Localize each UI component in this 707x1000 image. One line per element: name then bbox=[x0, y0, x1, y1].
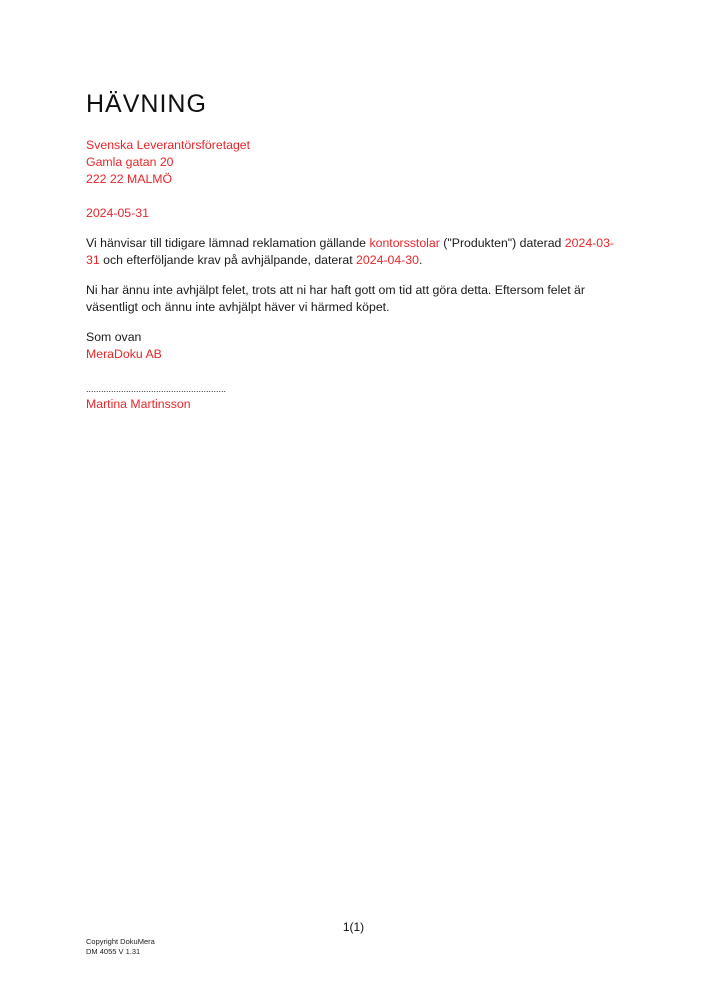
product-name: kontorsstolar bbox=[369, 236, 440, 250]
closing-greeting: Som ovan bbox=[86, 330, 142, 344]
paragraph-termination: Ni har ännu inte avhjälpt felet, trots att ni har haft gott om tid att göra detta. Eftersom felet är väsentligt och ännu inte avhjälpt häver vi härmed köpet. bbox=[86, 283, 585, 314]
paragraph-text: och efterföljande krav på avhjälpande, daterat bbox=[99, 253, 357, 267]
document-body bbox=[86, 88, 616, 413]
letter-date: 2024-05-31 bbox=[86, 206, 149, 220]
footer-version: DM 4055 V 1.31 bbox=[86, 947, 141, 956]
complaint-date: 2024-03-31 bbox=[86, 236, 615, 267]
demand-date: 2024-04-30 bbox=[356, 253, 419, 267]
document-title: HÄVNING bbox=[86, 90, 207, 118]
paragraph-reference bbox=[86, 235, 616, 269]
recipient-company: Svenska Leverantörsföretaget bbox=[86, 138, 251, 152]
sender-company: MeraDoku AB bbox=[86, 347, 162, 361]
paragraph-text: Vi hänvisar till tidigare lämnad reklamation gällande bbox=[86, 236, 370, 250]
paragraph-text: . bbox=[418, 253, 423, 267]
closing bbox=[86, 329, 616, 363]
paragraph-text: ("Produkten") daterad bbox=[439, 236, 565, 250]
footer bbox=[86, 937, 155, 957]
signer-name: Martina Martinsson bbox=[86, 397, 191, 411]
recipient-street: Gamla gatan 20 bbox=[86, 155, 174, 169]
footer-copyright: Copyright DokuMera bbox=[86, 937, 155, 946]
recipient-postal: 222 22 MALMÖ bbox=[86, 172, 173, 186]
signature-line: ........................................................ bbox=[86, 384, 227, 394]
page-number: 1(1) bbox=[342, 920, 365, 934]
recipient-address bbox=[86, 137, 616, 188]
